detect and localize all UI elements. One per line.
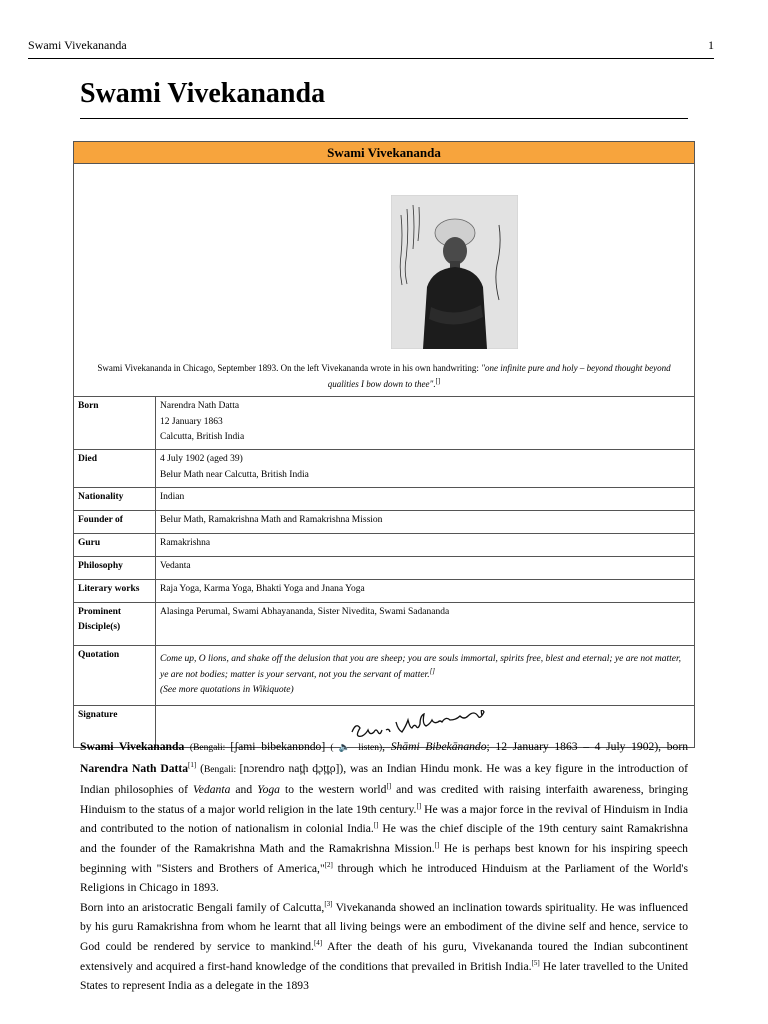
- quotation-text: Come up, O lions, and shake off the delusion that you are sheep; you are souls immortal, spirits free, blest and eternal; ye are not matter, ye are not bodies; matter is your servant, not you the servant of matter.: [160, 654, 682, 680]
- row-value: [156, 534, 694, 556]
- ref-empty[interactable]: []: [416, 801, 422, 810]
- infobox-header: Swami Vivekananda: [74, 142, 694, 164]
- ipa-pronunciation: [ʃami bibekanɒndo]: [230, 740, 326, 753]
- subject-name: Swami Vivekananda: [80, 740, 185, 753]
- literary-works-value[interactable]: Raja Yoga, Karma Yoga, Bhakti Yoga and Jnana Yoga: [160, 584, 365, 594]
- yoga-link[interactable]: Yoga: [257, 783, 280, 797]
- wikiquote-link[interactable]: (See more quotations in Wikiquote): [160, 685, 294, 695]
- caption-quote: "one infinite pure and holy – beyond thought beyond qualities I bow down to thee": [327, 363, 671, 389]
- body-text-run: After the death of his guru, Vivekananda toured the Indian subcontinent extensively and acquired a first-hand knowledge of the conditions that prevailed in British India.: [80, 939, 688, 973]
- ref-4[interactable]: [4]: [313, 939, 323, 948]
- caption-text: Swami Vivekananda in Chicago, September 1893. On the left Vivekananda wrote in his own handwriting:: [97, 363, 482, 373]
- row-value: [156, 450, 694, 487]
- infobox-row-died: [74, 450, 694, 488]
- born-name: Narendra Nath Datta: [160, 401, 240, 411]
- paragraph-1: Swami Vivekananda (Bengali: [ʃami bibekanɒndo] ( 🔈 listen), Shāmi Bibekānando; 12 January 1863 – 4 July 1902), born Narendra Nath Datta[1] (Bengali: [nɔrendro nat̪h d̪ɔt̪t̪o]), was an Indian Hindu monk. He was a key figure in the introduction of Indian philosophies of Vedanta and Yoga to the western world[] and was credited with raising interfaith awareness, bringing Hinduism to the status of a major world religion in the late 19th century.[] He was a major force in the revival of Hinduism in India and contributed to the notion of nationalism in colonial India.[] He was the chief disciple of the 19th century saint Ramakrishna and the founder of the Ramakrishna Math and the Ramakrishna Mission.[] He is perhaps best known for his inspiring speech beginning with "Sisters and Brothers of America,"[2] through which he introduced Hinduism at the Parliament of the World's Religions in Chicago in 1893.: [80, 740, 688, 895]
- portrait-photo[interactable]: [391, 195, 518, 349]
- row-value: [156, 557, 694, 579]
- bengali-link[interactable]: Bengali:: [193, 743, 231, 753]
- bengali-link-2[interactable]: Bengali:: [203, 764, 240, 775]
- founder-value[interactable]: Belur Math, Ramakrishna Math and Ramakrishna Mission: [160, 515, 383, 525]
- body-text-run: He was a major force in the revival of Hinduism in India and contributed to the notion of nationalism in colonial India.: [80, 802, 688, 836]
- ref-empty[interactable]: []: [373, 821, 379, 830]
- row-value: [156, 603, 694, 645]
- body-text-run: He later travelled to the United States to represent India as a delegate in the 1893: [80, 959, 689, 993]
- ref-5[interactable]: [5]: [531, 958, 540, 967]
- ref-3[interactable]: [3]: [324, 899, 333, 908]
- listen-link[interactable]: listen): [353, 743, 383, 753]
- dates-text: ; 12 January 1863 – 4 July 1902), born: [486, 740, 688, 753]
- paren-open: (: [325, 743, 334, 753]
- infobox-row-guru: [74, 534, 694, 557]
- body-text-run: through which he introduced Hinduism at the Parliament of the World's Religions in Chicago in 1893.: [80, 861, 688, 895]
- photo-caption: [82, 360, 686, 392]
- row-label: Died: [74, 450, 156, 487]
- row-label: Philosophy: [74, 557, 156, 579]
- died-date: 4 July 1902 (aged 39): [160, 454, 243, 464]
- infobox-row-born: [74, 397, 694, 450]
- title-rule: [80, 118, 688, 119]
- ref-1[interactable]: [1]: [188, 760, 197, 769]
- row-value: [156, 511, 694, 533]
- infobox-row-philosophy: [74, 557, 694, 580]
- infobox-row-quotation: [74, 646, 694, 706]
- transliteration: Shāmi Bibekānando: [390, 740, 487, 753]
- row-value: [156, 646, 694, 705]
- row-value: [156, 488, 694, 510]
- row-label: Signature: [74, 706, 156, 747]
- body-text-run: to the western world: [279, 783, 387, 797]
- row-label: Quotation: [74, 646, 156, 705]
- running-header-title: Swami Vivekananda: [28, 38, 127, 52]
- infobox-row-literary-works: [74, 580, 694, 603]
- infobox-row-disciples: [74, 603, 694, 646]
- page-number: 1: [708, 38, 714, 52]
- row-value: [156, 397, 694, 449]
- row-label: Founder of: [74, 511, 156, 533]
- disciples-value[interactable]: Alasinga Perumal, Swami Abhayananda, Sister Nivedita, Swami Sadananda: [160, 607, 450, 617]
- row-label: Prominent Disciple(s): [74, 603, 156, 645]
- row-label: Literary works: [74, 580, 156, 602]
- guru-value[interactable]: Ramakrishna: [160, 538, 211, 548]
- born-place[interactable]: Calcutta, British India: [160, 432, 245, 442]
- ipa-pronunciation-2: [nɔrendro nat̪h d̪ɔt̪t̪o]: [239, 761, 340, 775]
- infobox-row-nationality: [74, 488, 694, 511]
- paren-open: (: [196, 761, 204, 775]
- quotation-ref[interactable]: []: [429, 666, 436, 675]
- died-place[interactable]: Belur Math near Calcutta, British India: [160, 469, 309, 480]
- ref-empty[interactable]: []: [434, 841, 440, 850]
- birth-name: Narendra Nath Datta: [80, 761, 189, 775]
- body-text-run: Vivekananda showed an inclination towards spirituality. He was influenced by his guru Ramakrishna from whom he learnt that all living beings were an embodiment of the divine self and hence, service to God could be rendered by service to mankind.: [80, 900, 688, 953]
- caption-ref[interactable]: []: [435, 377, 441, 385]
- page-title: Swami Vivekananda: [80, 78, 326, 109]
- infobox: [73, 141, 695, 748]
- infobox-image-cell: [74, 164, 694, 397]
- row-label: Nationality: [74, 488, 156, 510]
- speaker-icon[interactable]: 🔈: [338, 743, 354, 753]
- born-date: 12 January 1863: [160, 416, 223, 427]
- running-header: [28, 38, 714, 59]
- body-text-run: and: [230, 783, 258, 797]
- body-text-run: ), was an Indian Hindu monk. He was a key figure in the introduction of Indian philosophies of: [80, 761, 688, 797]
- body-text-run: He was the chief disciple of the 19th century saint Ramakrishna and the founder of the Ramakrishna Math and the Ramakrishna Mission.: [80, 822, 688, 855]
- body-text-run: He is perhaps best known for his inspiring speech beginning with "Sisters and Brothers of America,": [80, 841, 688, 875]
- row-value: [156, 580, 694, 602]
- philosophy-value[interactable]: Vedanta: [160, 561, 191, 571]
- body-text-run: and was credited with raising interfaith awareness, bringing Hinduism to the status of a major world religion in the late 19th century.: [80, 783, 688, 816]
- paragraph-2: [80, 898, 688, 996]
- row-label: Born: [74, 397, 156, 449]
- body-text-run: Born into an aristocratic Bengali family of Calcutta,: [80, 900, 325, 914]
- vedanta-link[interactable]: Vedanta: [193, 783, 231, 797]
- infobox-row-founder: [74, 511, 694, 534]
- ref-2[interactable]: [2]: [324, 860, 333, 869]
- nationality-value: Indian: [160, 492, 185, 502]
- body-text: [80, 737, 688, 996]
- row-label: Guru: [74, 534, 156, 556]
- caption-tail: .: [433, 379, 436, 389]
- ref-empty[interactable]: []: [386, 782, 392, 791]
